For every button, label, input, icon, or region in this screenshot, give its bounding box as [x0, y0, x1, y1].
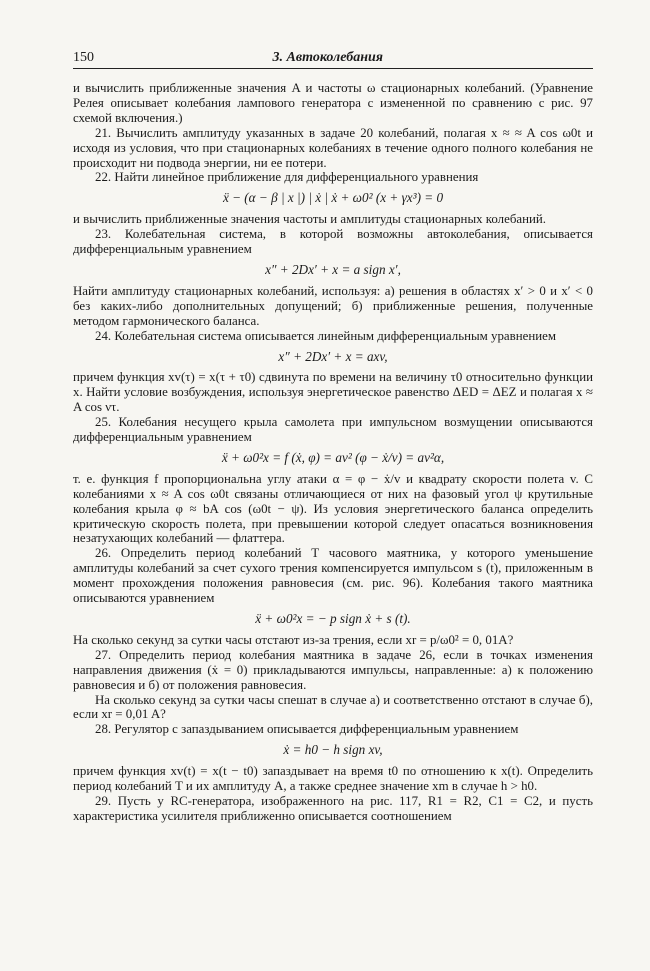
page-number: 150	[73, 50, 94, 65]
paragraph: 22. Найти линейное приближение для дифференциального уравнения	[95, 170, 479, 185]
paragraph: и вычислить приближенные значения A и частоты ω стационарных колебаний. (Уравнение Релея описывает колебания лампового генератора с измененной по сравнению с рис. 97 схемой включения.)	[73, 81, 593, 125]
paragraph: На сколько секунд за сутки часы отстают из-за трения, если xr = p/ω0² = 0, 01A?	[73, 632, 514, 647]
paragraph: 21. Вычислить амплитуду указанных в задаче 20 колебаний, полагая x ≈ ≈ A cos ω0t и исходя из условия, что при стационарных колебаниях в течение одного полного колебания не происходит ни подвода энергии, ни ее потери.	[73, 125, 593, 170]
equation: ẍ − (α − β | x |) | ẋ | ẋ + ω0² (x + γx³) = 0	[222, 190, 444, 206]
paragraph: причем функция xv(t) = x(t − t0) запаздывает на время t0 по отношению к x(t). Определить период колебаний T и их амплитуду A, а также среднее значение xm в случае h > h0.	[73, 764, 593, 794]
paragraph: и вычислить приближенные значения частоты и амплитуды стационарных колебаний.	[73, 212, 547, 227]
equation: ẋ = h0 − h sign xv,	[283, 742, 383, 758]
equation: x″ + 2Dx′ + x = a sign x′,	[265, 261, 401, 277]
chapter-title: 3. Автоколебания	[272, 50, 383, 65]
equation: ẍ + ω0²x = − p sign ẋ + s (t).	[255, 611, 411, 626]
paragraph: 26. Определить период колебаний T часового маятника, у которого уменьшение амплитуды колебаний за счет сухого трения компенсируется импульсом s (t), приложенным в момент прохождения положения равновесия (см. рис. 96). Колебания такого маятника описываются уравнением	[73, 546, 593, 606]
paragraph: т. е. функция f пропорциональна углу атаки α = φ − ẋ/v и квадрату скорости полета v. С колебаниями x ≈ A cos ω0t связаны отличающиеся от них на фазовый угол ψ крутильные колебания крыла φ ≈ bA cos (ω0t − ψ). Из условия энергетического баланса определить критическую скорость полета, при превышении которой следует опасаться возникновения незатухающих колебаний — флаттера.	[73, 471, 593, 546]
paragraph: 25. Колебания несущего крыла самолета при импульсном возмущении описываются дифференциальным уравнением	[73, 415, 593, 445]
equation: x″ + 2Dx′ + x = axv,	[278, 348, 388, 364]
paragraph: причем функция xv(τ) = x(τ + τ0) сдвинута по времени на величину τ0 относительно функции x. Найти условие возбуждения, используя энергетическое равенство ΔED = ΔEZ и полагая x ≈ A cos ντ.	[73, 370, 593, 415]
paragraph: 29. Пусть у RC-генератора, изображенного на рис. 117, R1 = R2, C1 = C2, и пусть характеристика усилителя приближенно описывается соотношением	[73, 793, 593, 823]
equation: ẍ + ω0²x = f (ẋ, φ) = av² (φ − ẋ/v) = av²α,	[221, 449, 445, 465]
page-header	[73, 50, 593, 69]
book-page	[73, 50, 593, 824]
paragraph: Найти амплитуду стационарных колебаний, используя: а) решения в областях x′ > 0 и x′ < 0 без каких-либо дополнительных допущений; б) приближенные решения, полученные методом гармонического баланса.	[73, 283, 593, 328]
paragraph: На сколько секунд за сутки часы спешат в случае а) и соответственно отстают в случае б), если xr = 0,01 A?	[73, 692, 593, 722]
paragraph: 24. Колебательная система описывается линейным дифференциальным уравнением	[95, 328, 557, 343]
paragraph: 28. Регулятор с запаздыванием описывается дифференциальным уравнением	[95, 722, 519, 737]
paragraph: 27. Определить период колебания маятника в задаче 26, если в точках изменения направления движения (ẋ = 0) прикладываются импульсы, направленные: а) к положению равновесия и б) от положения равновесия.	[73, 647, 593, 692]
paragraph: 23. Колебательная система, в которой возможны автоколебания, описывается дифференциальным уравнением	[73, 227, 593, 257]
page-body	[73, 81, 593, 824]
